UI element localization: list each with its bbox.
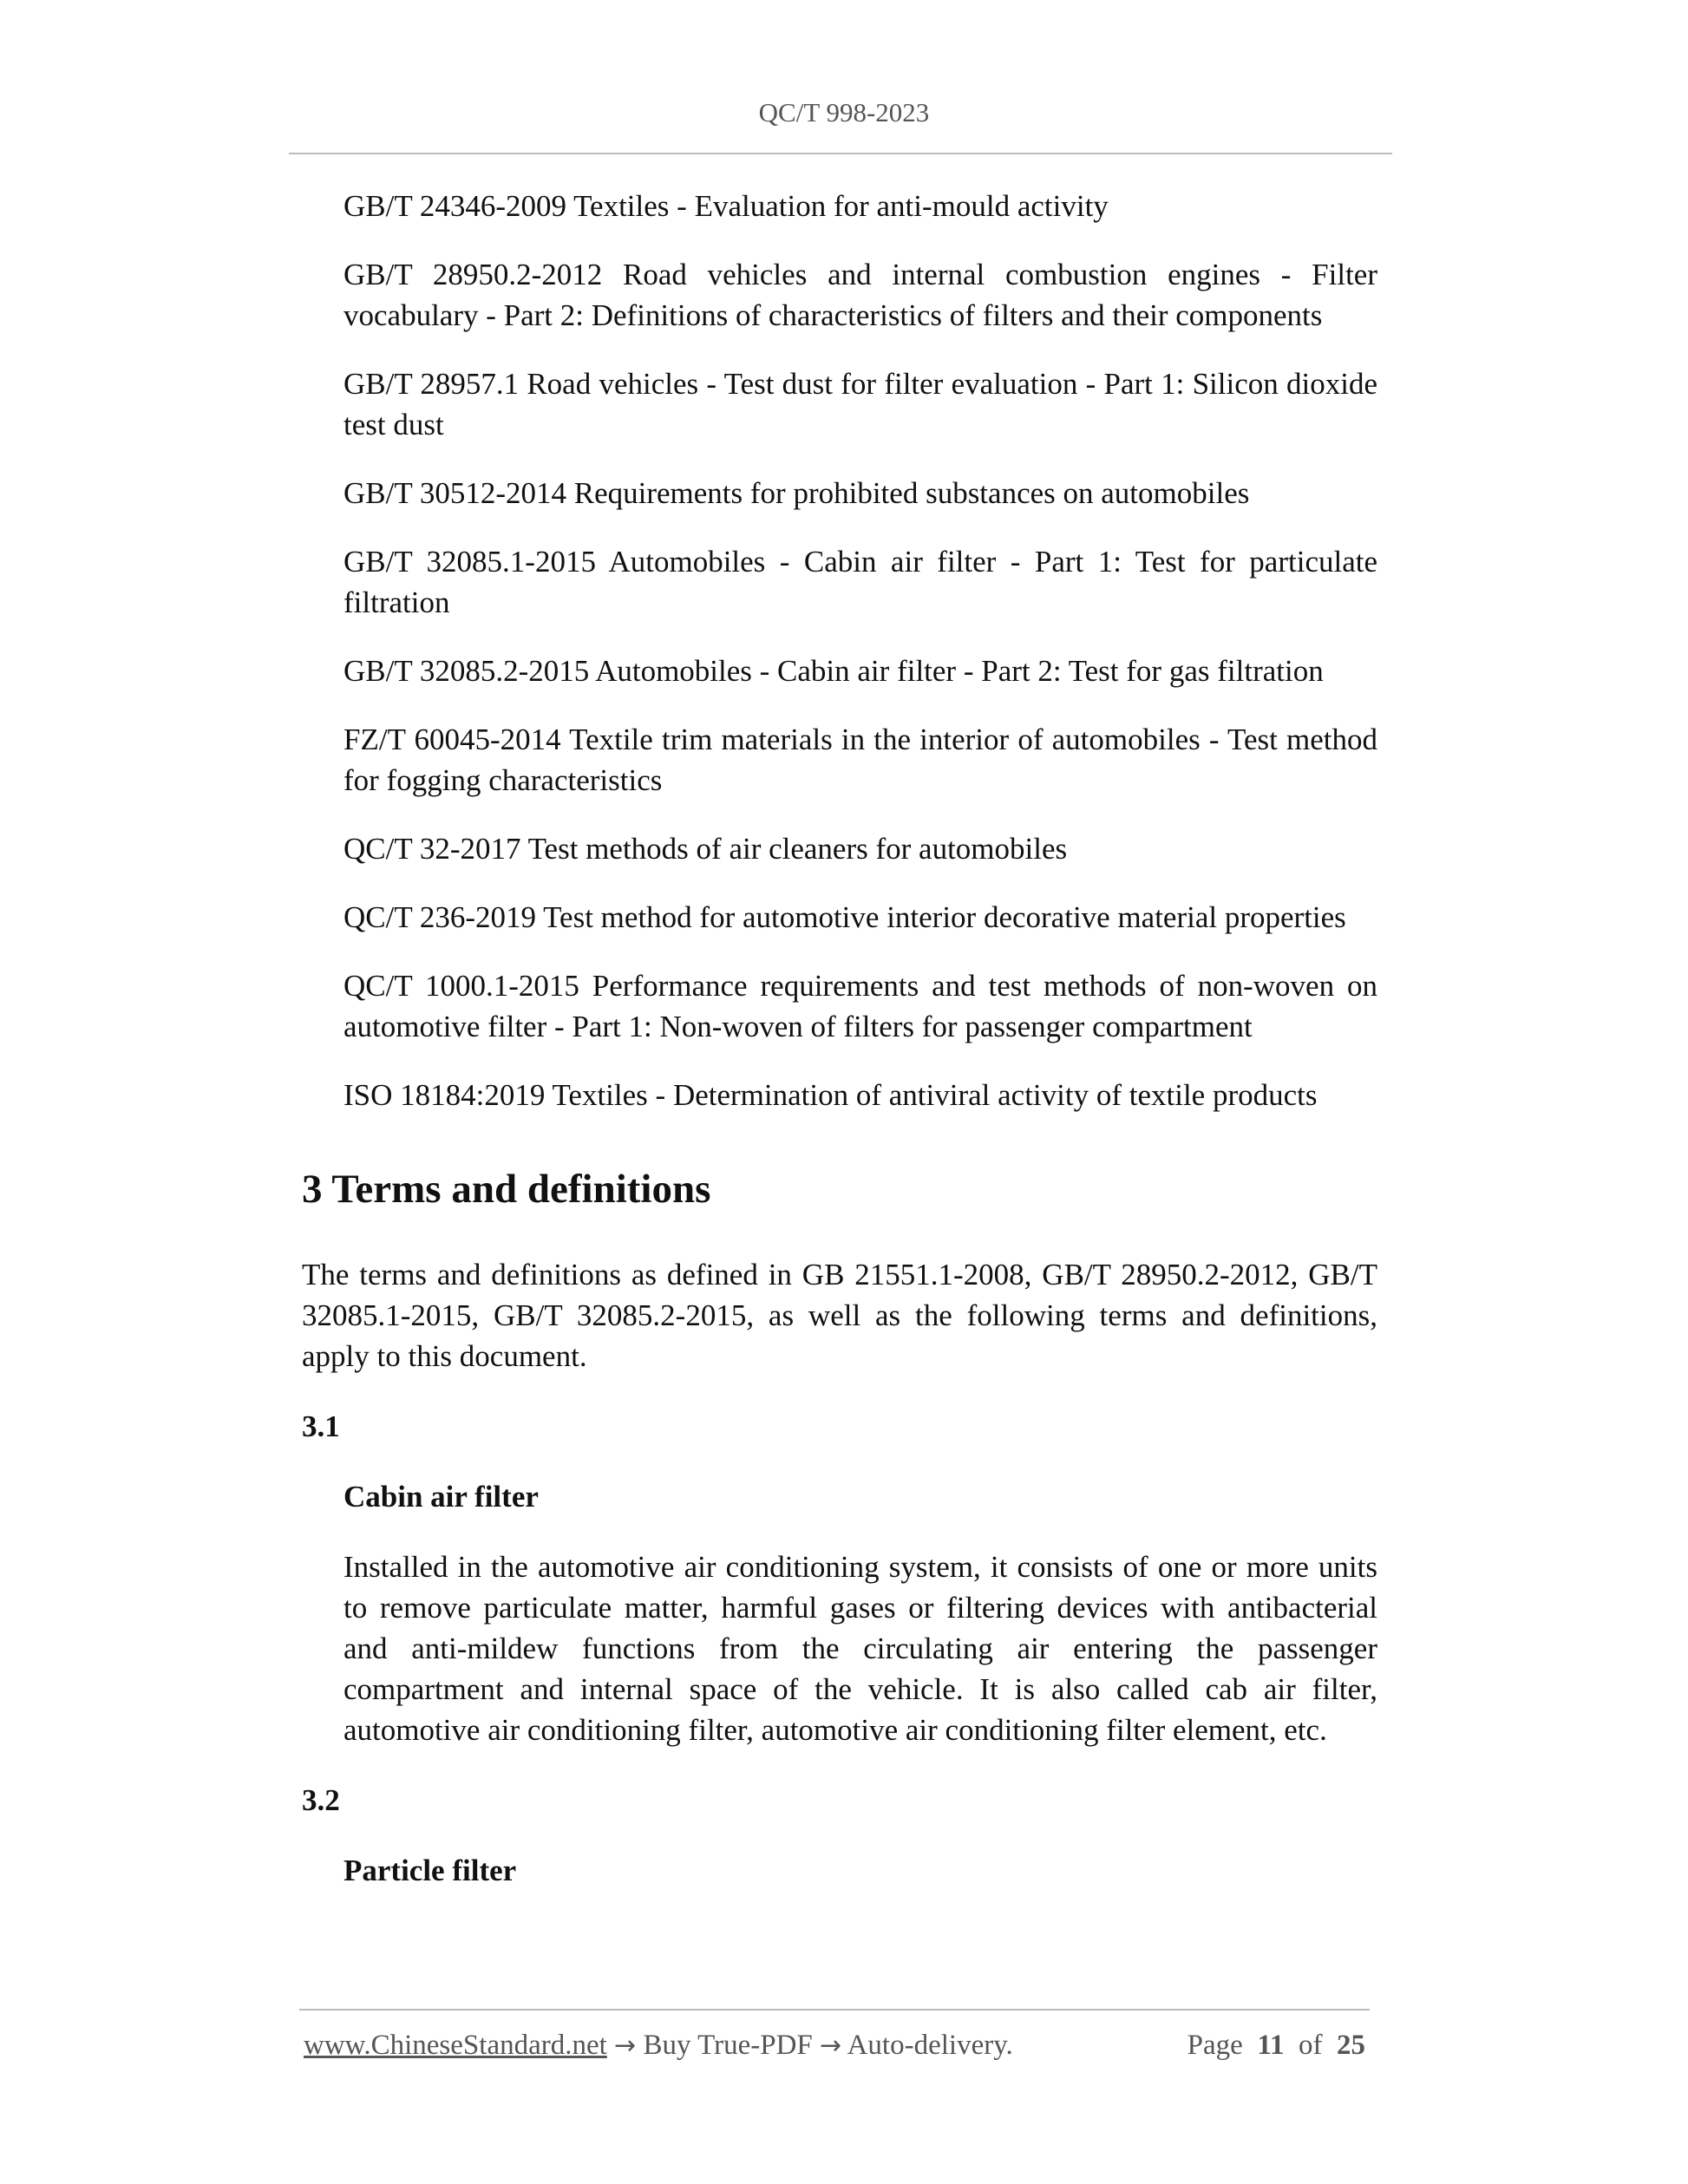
reference-item: GB/T 32085.2-2015 Automobiles - Cabin air filter - Part 2: Test for gas filtration	[343, 654, 1324, 688]
reference-item: GB/T 28957.1 Road vehicles - Test dust for filter evaluation - Part 1: Silicon dioxide test dust	[343, 367, 1377, 441]
term-number: 3.2	[302, 1783, 340, 1817]
term-name: Cabin air filter	[343, 1480, 539, 1514]
reference-item: QC/T 1000.1-2015 Performance requirements and test methods of non-woven on automotive filter - Part 1: Non-woven of filters for passenger compartment	[343, 969, 1377, 1043]
current-page-number: 11	[1257, 2030, 1285, 2061]
reference-item: ISO 18184:2019 Textiles - Determination of antiviral activity of textile products	[343, 1078, 1318, 1112]
running-header-title: QC/T 998-2023	[758, 97, 930, 128]
reference-item: GB/T 32085.1-2015 Automobiles - Cabin air filter - Part 1: Test for particulate filtration	[343, 545, 1377, 619]
total-pages: 25	[1337, 2030, 1365, 2061]
buy-text: Buy True-PDF	[643, 2030, 813, 2061]
term-name: Particle filter	[343, 1854, 517, 1887]
reference-item: QC/T 32-2017 Test methods of air cleaners for automobiles	[343, 832, 1068, 866]
reference-item: QC/T 236-2019 Test method for automotive interior decorative material properties	[343, 900, 1346, 934]
section-intro-paragraph: The terms and definitions as defined in GB 21551.1-2008, GB/T 28950.2-2012, GB/T 32085.1-2015, GB/T 32085.2-2015, as well as the following terms and definitions, apply to this document.	[302, 1258, 1377, 1373]
section-heading: 3 Terms and definitions	[302, 1167, 711, 1212]
reference-item: FZ/T 60045-2014 Textile trim materials in the interior of automobiles - Test method for fogging characteristics	[343, 723, 1377, 797]
site-link[interactable]: www.ChineseStandard.net	[304, 2030, 607, 2061]
arrow-right-icon: →	[614, 2030, 637, 2061]
delivery-text: Auto-delivery.	[847, 2030, 1013, 2061]
footer-promo	[304, 2030, 1013, 2062]
page-label: Page	[1187, 2030, 1243, 2061]
reference-item: GB/T 30512-2014 Requirements for prohibited substances on automobiles	[343, 476, 1250, 510]
header-divider	[289, 153, 1392, 154]
term-number: 3.1	[302, 1409, 340, 1443]
reference-item: GB/T 24346-2009 Textiles - Evaluation for anti-mould activity	[343, 189, 1109, 223]
term-definition: Installed in the automotive air conditioning system, it consists of one or more units to remove particulate matter, harmful gases or filtering devices with antibacterial and anti-mildew functions from the circulating air entering the passenger compartment and internal space of the vehicle. It is also called cab air filter, automotive air conditioning filter, automotive air conditioning filter element, etc.	[343, 1550, 1377, 1747]
page-content	[302, 186, 1377, 1920]
footer-divider	[299, 2009, 1370, 2011]
arrow-right-icon: →	[820, 2030, 842, 2061]
reference-item: GB/T 28950.2-2012 Road vehicles and internal combustion engines - Filter vocabulary - Part 2: Definitions of characteristics of filters and their components	[343, 258, 1377, 332]
of-label: of	[1299, 2030, 1323, 2061]
page-indicator	[1187, 2030, 1365, 2062]
